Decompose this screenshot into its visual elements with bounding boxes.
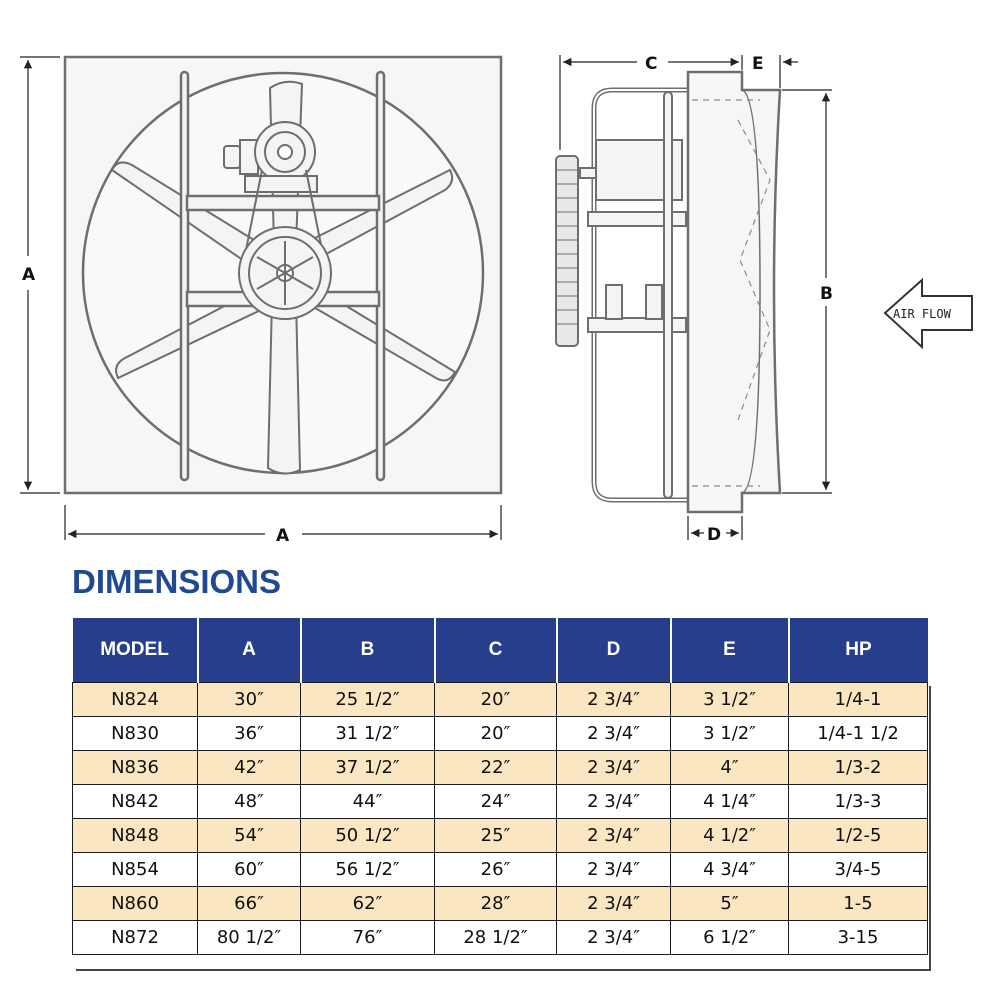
cell-model: N854 xyxy=(73,853,198,887)
cell-hp: 1/3-3 xyxy=(789,785,928,819)
cell-c: 20″ xyxy=(435,683,557,717)
cell-a: 42″ xyxy=(198,751,301,785)
cell-d: 2 3/4″ xyxy=(557,887,671,921)
table-row xyxy=(73,853,928,887)
cell-d: 2 3/4″ xyxy=(557,751,671,785)
cell-model: N836 xyxy=(73,751,198,785)
section-title: DIMENSIONS xyxy=(72,563,282,600)
cell-model: N860 xyxy=(73,887,198,921)
airflow-label: AIR FLOW xyxy=(893,307,951,321)
side-flange-label: E xyxy=(752,54,764,74)
table-header-row xyxy=(73,618,928,683)
header-d: D xyxy=(557,618,671,683)
cell-a: 54″ xyxy=(198,819,301,853)
front-view-drawing xyxy=(20,57,501,546)
cell-c: 26″ xyxy=(435,853,557,887)
cell-e: 4″ xyxy=(671,751,789,785)
cell-b: 25 1/2″ xyxy=(301,683,435,717)
header-model: MODEL xyxy=(73,618,198,683)
cell-hp: 1/3-2 xyxy=(789,751,928,785)
cell-hp: 1/4-1 xyxy=(789,683,928,717)
cell-b: 37 1/2″ xyxy=(301,751,435,785)
cell-b: 76″ xyxy=(301,921,435,955)
table-row xyxy=(73,751,928,785)
cell-e: 4 1/2″ xyxy=(671,819,789,853)
side-depth-label: C xyxy=(645,54,658,74)
cell-d: 2 3/4″ xyxy=(557,785,671,819)
cell-e: 3 1/2″ xyxy=(671,683,789,717)
cell-e: 6 1/2″ xyxy=(671,921,789,955)
cell-hp: 1-5 xyxy=(789,887,928,921)
cell-a: 80 1/2″ xyxy=(198,921,301,955)
cell-d: 2 3/4″ xyxy=(557,819,671,853)
dimensions-table xyxy=(72,618,928,955)
header-b: B xyxy=(301,618,435,683)
cell-b: 62″ xyxy=(301,887,435,921)
cell-b: 50 1/2″ xyxy=(301,819,435,853)
cell-a: 30″ xyxy=(198,683,301,717)
cell-e: 3 1/2″ xyxy=(671,717,789,751)
cell-b: 31 1/2″ xyxy=(301,717,435,751)
header-e: E xyxy=(671,618,789,683)
cell-c: 20″ xyxy=(435,717,557,751)
cell-hp: 1/4-1 1/2 xyxy=(789,717,928,751)
cell-hp: 3-15 xyxy=(789,921,928,955)
table-row xyxy=(73,887,928,921)
header-a: A xyxy=(198,618,301,683)
side-housing xyxy=(688,72,780,512)
side-height-label: B xyxy=(820,284,833,304)
table-row xyxy=(73,717,928,751)
cell-a: 48″ xyxy=(198,785,301,819)
header-hp: HP xyxy=(789,618,928,683)
cell-e: 4 1/4″ xyxy=(671,785,789,819)
cell-d: 2 3/4″ xyxy=(557,853,671,887)
cell-model: N824 xyxy=(73,683,198,717)
cell-c: 25″ xyxy=(435,819,557,853)
cell-model: N842 xyxy=(73,785,198,819)
cell-hp: 1/2-5 xyxy=(789,819,928,853)
cell-model: N872 xyxy=(73,921,198,955)
cell-a: 66″ xyxy=(198,887,301,921)
cell-e: 4 3/4″ xyxy=(671,853,789,887)
table-row xyxy=(73,819,928,853)
table-row xyxy=(73,683,928,717)
cell-b: 44″ xyxy=(301,785,435,819)
cell-hp: 3/4-5 xyxy=(789,853,928,887)
cell-model: N848 xyxy=(73,819,198,853)
cell-d: 2 3/4″ xyxy=(557,717,671,751)
table-row xyxy=(73,921,928,955)
cell-d: 2 3/4″ xyxy=(557,921,671,955)
table-row xyxy=(73,785,928,819)
front-width-label: A xyxy=(276,526,290,546)
cell-c: 28″ xyxy=(435,887,557,921)
header-c: C xyxy=(435,618,557,683)
front-height-label: A xyxy=(22,265,36,285)
cell-c: 24″ xyxy=(435,785,557,819)
cell-model: N830 xyxy=(73,717,198,751)
side-bottom-label: D xyxy=(707,525,722,545)
cell-c: 22″ xyxy=(435,751,557,785)
cell-e: 5″ xyxy=(671,887,789,921)
cell-d: 2 3/4″ xyxy=(557,683,671,717)
cell-b: 56 1/2″ xyxy=(301,853,435,887)
side-view-drawing xyxy=(556,54,972,545)
cell-a: 36″ xyxy=(198,717,301,751)
airflow-arrow xyxy=(885,280,972,347)
cell-c: 28 1/2″ xyxy=(435,921,557,955)
cell-a: 60″ xyxy=(198,853,301,887)
